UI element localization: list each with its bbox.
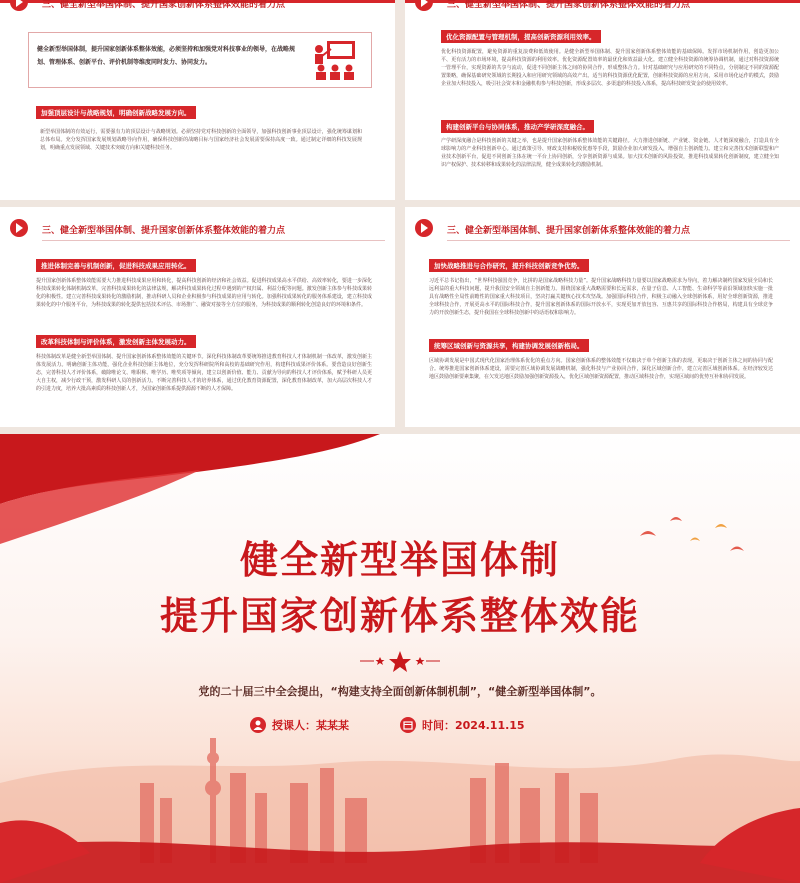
point-tag-1: 推进体制完善与机制创新，促进科技成果应用转化。 [36, 259, 196, 272]
slide-3 [0, 207, 395, 427]
point-tag-2: 统筹区域创新与资源共享，构建协调发展创新格局。 [429, 339, 589, 352]
date-label: 时间：2024.11.15 [422, 719, 525, 732]
slide-1 [0, 0, 395, 200]
point-tag-2: 构建创新平台与协同体系，推动产学研深度融合。 [441, 120, 594, 133]
city-skyline [0, 713, 800, 883]
point-paragraph-1: 优化科技资源配置，避免资源的重复浪费和低效使用。是健全新型举国体制、提升国家创新体系整体效能的基础保障。发挥市场机制作用，创造更加公平、更有活力的市场环境，提高科技资源的利用效率。优化资源配置效率的最优化和效益最大化。建立健全科技资源的统筹协调机制，通过对科技资源统一管理平台，实现资源的共享与流动，促进不同创新主体之间的协同合作，形成整体合力。针对基础研究与应用研究的不同特点，分别制定不同的资源配置策略，确保基础研究领域的长期投入和应用研究领域的高效产出。适当的科技资源优化配置，创新科技资源的应用方向，采用市场化运作的模式，鼓励企业加大科技投入，吸引社会资本和金融机构参与科技创新，形成多层次、多渠道的科技投入体系，提高科技研发资金的使用效率。 [441, 49, 779, 87]
point-paragraph: 新型举国体制的有效运行，需要强有力的顶层设计与战略规划。必须坚持党对科技创新的全面领导，加强科技创新事业顶层设计，强化统筹谋划和总体布局。充分发挥国家发展规划战略导向作用，确保科技创新的战略目标与国家经济社会发展需要保持高度一致。通过制定详细的科技发展规划，明确重点发展领域、关键技术突破方向和关键科技任务。 [40, 129, 362, 151]
section-title: 三、健全新型举国体制、提升国家创新体系整体效能的着力点 [42, 226, 286, 236]
point-tag-1: 优化资源配置与管理机制，提高创新资源利用效率。 [441, 30, 601, 43]
play-badge-icon [415, 219, 433, 237]
point-paragraph-1: 习近平总书记指出，“世界科技强国竞争，比拼的是国家战略科技力量”。提升国家战略科技力量要以国家战略需求为导向，着力解决制约国家发展全局和长远利益的重大科技问题，提升我国安全领域自主创新能力。围绕国家重大战略需要和长远需求，在量子信息、人工智能、生命科学等前沿领域加快实施一批具有战略性全局性前瞻性的国家重大科技项目，坚决打赢关键核心技术攻坚战。加强国际科技合作，积极主动融入全球创新体系，用好全球创新资源，推进全球科技合作，开展更高水平的国际科技合作，提升国家创新体系的国际开放水平，实现更加开放包容、互惠共享的国际科技合作格局，构建具有全球竞争力的开放创新生态，提升我国在全球科技创新中的话语权和影响力。 [429, 278, 773, 316]
lecturer-label: 授课人：某某某 [272, 719, 349, 732]
point-paragraph-2: 科技体制改革是健全新型举国体制、提升国家创新体系整体效能的关键环节。深化科技体制改革要统筹推进教育科技人才体制机制一体改革，激发创新主体发展活力。明确创新主体功能，强化企业科技创新主体地位，充分发挥科研院所和高校的基础研究作用，构建科技成果评价体系。要营造良好创新生态，完善科技人才评价体系，破除唯论文、唯职称、唯学历、唯奖项等倾向，建立以创新价值、能力、贡献为导向的科技人才评价体系，赋予科研人员更大自主权，减少行政干预，激发科研人员的创新活力。不断完善科技人才的培养体系，通过优化教育资源配置，深化教育体制改革，加大高层次科技人才的引进力度，培养大批高素质的科技创新人才，为国家创新体系提供源源不断的人才保障。 [36, 354, 372, 392]
play-badge-icon [10, 0, 28, 11]
slide-2 [405, 0, 800, 200]
point-paragraph-1: 提升国家创新体系整体效能需要大力推进科技成果应用和转化，提高科技创新的经济和社会效益。促进科技成果高水平供给、高效率转化，要进一步深化科技成果转化体制机制改革，完善科技成果转化的法律法规，解决科技成果转化过程中遇到的产权归属、利益分配等问题。激发创新主体参与科技成果转化的积极性。建立完善科技成果转化的激励机制，推动科研人员和企业积极参与科技成果的应用与转化。加强科技成果转化的服务体系建设，建立科技成果转化的中介服务平台，为科技成果的转化提供包括技术评估、市场推广、融资对接等全方位的服务，为科技成果的顺利转化创造良好的环境和条件。 [36, 278, 372, 308]
point-paragraph-2: 产学研深度融合是科技创新的关键之举，也是提升国家创新体系整体效能的关键路径。大力推进创新链、产业链、资金链、人才链深度融合，打造具有全球影响力的产业科技创新中心。通过政策引导、财政支持和税收优惠等手段，鼓励企业加大研发投入，增强自主创新能力。建立和完善技术创新联盟和产业技术创新平台，促进不同创新主体在统一平台上协同创新，分享创新资源与成果。加大技术创新的风险投资，推进科技成果转化创新制度，建立健全知识产权保护、技术转移和成果转化的法律法规，健全成果转化的激励机制。 [441, 138, 779, 168]
cover-subtitle: 党的二十届三中全会提出，“构建支持全面创新体制机制”，“健全新型举国体制”。 [198, 685, 602, 698]
play-badge-icon [10, 219, 28, 237]
intro-text: 健全新型举国体制，提升国家创新体系整体效能，必须坚持和加强党对科技事业的领导，在战略规划、管理体系、创新平台、评价机制等维度同时发力、协同发力。 [37, 46, 296, 66]
point-tag: 加强顶层设计与战略规划，明确创新战略发展方向。 [36, 106, 196, 119]
teacher-icon [309, 39, 361, 81]
section-title: 三、健全新型举国体制、提升国家创新体系整体效能的着力点 [447, 226, 691, 236]
point-tag-2: 改革科技体制与评价体系，激发创新主体发展动力。 [36, 335, 196, 348]
cover-title-line-2: 提升国家创新体系整体效能 [159, 593, 640, 638]
section-title: 三、健全新型举国体制、提升国家创新体系整体效能的着力点 [447, 0, 691, 10]
point-paragraph-2: 区域协调发展是中国式现代化国家治理体系优化的重点方向。国家创新体系的整体效能不仅取决于单个创新主体的表现，更取决于创新主体之间的协同与配合。统筹推进国家创新体系建设，需要完善区域协调发展战略机制，强化科技与产业协同合作，深化区域创新合作，建立完善区域创新体系。在经济较发达地区鼓励创新要素集聚，在欠发达地区鼓励加强创新资源投入，优化区域创新资源配置，推动区域科技合作，实现区域间的优势互补和协同发展。 [429, 358, 773, 380]
slide-4 [405, 207, 800, 427]
cover-slide [0, 434, 800, 883]
intro-box [28, 32, 372, 88]
cover-title-line-1: 健全新型举国体制 [239, 537, 560, 582]
title-underline [42, 240, 385, 241]
section-title: 三、健全新型举国体制、提升国家创新体系整体效能的着力点 [42, 0, 286, 10]
point-tag-1: 加快战略推进与合作研究，提升科技创新竞争优势。 [429, 259, 589, 272]
star-icon [360, 649, 440, 673]
title-underline [447, 240, 790, 241]
play-badge-icon [415, 0, 433, 11]
